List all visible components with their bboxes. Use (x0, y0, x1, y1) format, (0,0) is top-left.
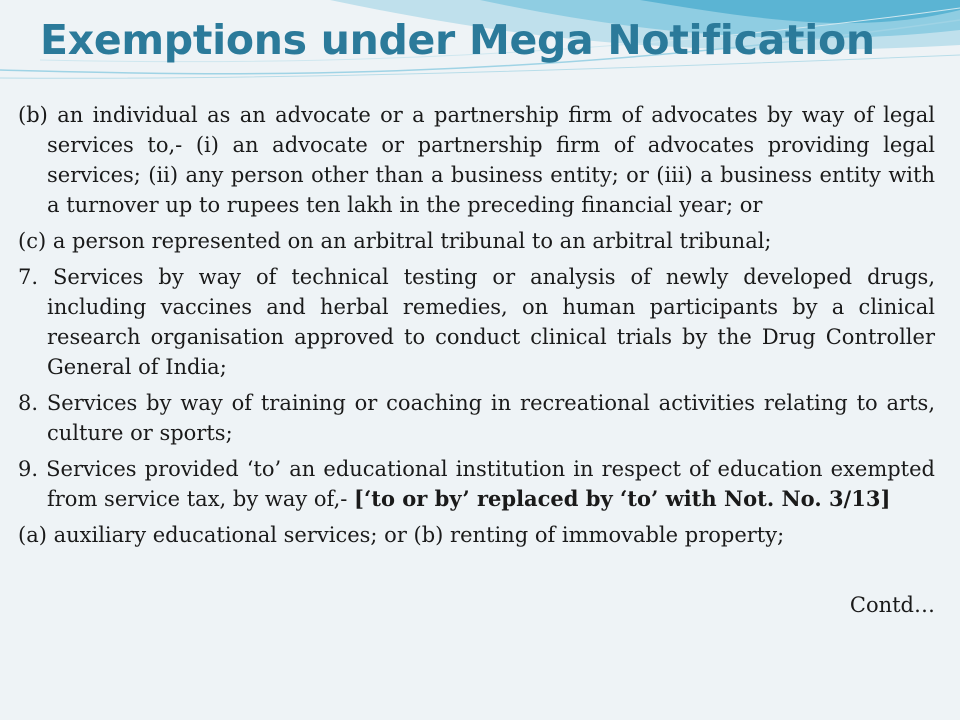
list-item (18, 100, 935, 220)
item-label: 9. (18, 457, 39, 481)
item-label: (a) (18, 523, 47, 547)
slide-body (18, 100, 935, 620)
page-title: Exemptions under Mega Notification (40, 16, 875, 64)
list-item (18, 454, 935, 514)
amendment-note: [‘to or by’ replaced by ‘to’ with Not. No. 3/13] (354, 486, 891, 511)
item-text: Services by way of technical testing or analysis of newly developed drugs, including vaccines and herbal remedies, on human participants by a clinical research organisation approved to conduct clinical trials by the Drug Controller General of India; (47, 265, 935, 379)
item-text: an individual as an advocate or a partnership firm of advocates by way of legal services to,- (i) an advocate or partnership firm of advocates providing legal services; (ii) any person other than a business entity; or (iii) a business entity with a turnover up to rupees ten lakh in the preceding financial year; or (47, 103, 935, 217)
item-text: Services provided ‘to’ an educational institution in respect of education exempted from service tax, by way of,- (46, 457, 935, 511)
item-label: 7. (18, 265, 39, 289)
list-item (18, 262, 935, 382)
item-label: (c) (18, 229, 47, 253)
item-label: 8. (18, 391, 39, 415)
item-text: a person represented on an arbitral tribunal to an arbitral tribunal; (52, 229, 772, 253)
list-item (18, 226, 935, 256)
continued-label: Contd… (849, 593, 935, 617)
item-text: Services by way of training or coaching in recreational activities relating to arts, culture or sports; (46, 391, 935, 445)
list-item (18, 520, 935, 550)
item-label: (b) (18, 103, 48, 127)
list-item (18, 388, 935, 448)
item-text: auxiliary educational services; or (b) renting of immovable property; (53, 523, 785, 547)
